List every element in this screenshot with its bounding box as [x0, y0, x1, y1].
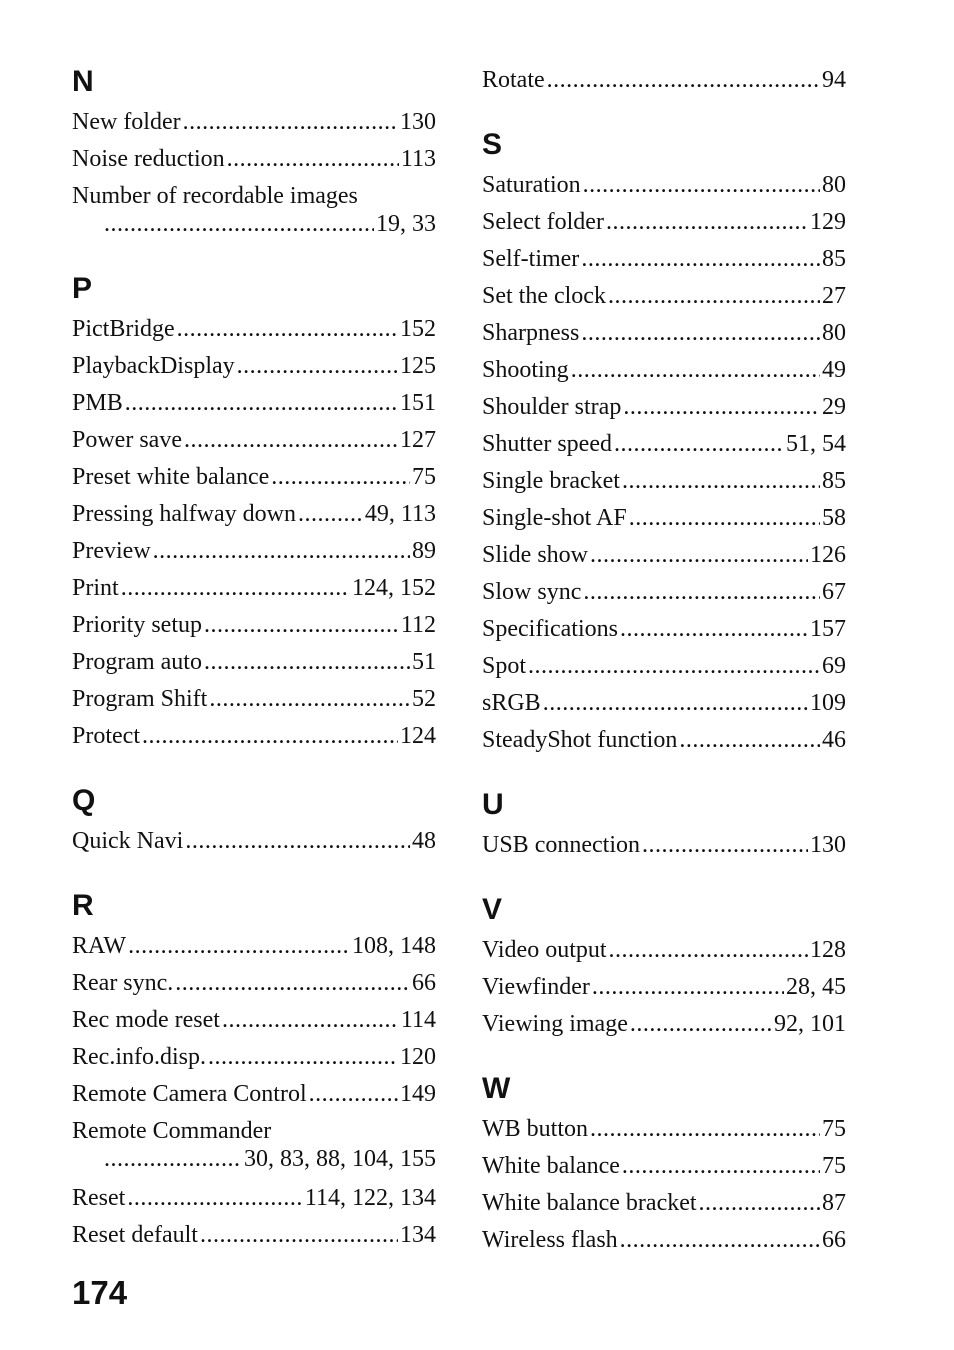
entry-pages: 28, 45 [786, 974, 846, 1000]
leader-dots [121, 570, 350, 607]
index-entry [72, 311, 436, 348]
leader-dots [208, 1039, 398, 1076]
index-entry [72, 1039, 436, 1076]
index-entry-line [72, 348, 436, 385]
index-section [72, 269, 436, 755]
entry-pages: 87 [822, 1190, 846, 1216]
leader-dots [204, 607, 399, 644]
index-entry [482, 574, 846, 611]
index-entry [72, 570, 436, 607]
entry-name: Shooting [482, 357, 569, 383]
entry-pages: 51 [412, 649, 436, 675]
entry-name: Spot [482, 653, 527, 679]
index-entry [72, 533, 436, 570]
index-entry-line [72, 681, 436, 718]
index-entry [482, 1111, 846, 1148]
index-entry [72, 422, 436, 459]
entry-pages: 113 [400, 146, 436, 172]
entry-name: Priority setup [72, 612, 202, 638]
index-entry-line [482, 1185, 846, 1222]
index-entry-line [482, 204, 846, 241]
entry-name: PlaybackDisplay [72, 353, 235, 379]
entry-name: Protect [72, 723, 140, 749]
index-section [482, 62, 846, 99]
index-entry-line [72, 104, 436, 141]
entry-name: Set the clock [482, 283, 606, 309]
entry-name: Program Shift [72, 686, 208, 712]
leader-dots [298, 496, 363, 533]
entry-pages: 134 [400, 1222, 436, 1248]
entry-name: Reset [72, 1185, 126, 1211]
entry-name: Remote Commander [72, 1118, 272, 1144]
leader-dots [183, 104, 398, 141]
leader-dots [153, 533, 410, 570]
entry-pages: 49, 113 [364, 501, 436, 527]
index-entry [72, 607, 436, 644]
entry-name: Reset default [72, 1222, 198, 1248]
leader-dots [543, 685, 808, 722]
index-entry-line [72, 1217, 436, 1254]
index-entry [482, 241, 846, 278]
index-entry [72, 496, 436, 533]
leader-dots [583, 167, 820, 204]
entry-name: Rec mode reset [72, 1007, 220, 1033]
index-entry [72, 178, 436, 243]
leader-dots [128, 928, 350, 965]
leader-dots [125, 385, 398, 422]
index-entry [482, 352, 846, 389]
entry-name: Viewfinder [482, 974, 590, 1000]
entry-pages: 66 [822, 1227, 846, 1253]
entry-name: Self-timer [482, 246, 580, 272]
entry-pages: 94 [822, 67, 846, 93]
index-entry [482, 969, 846, 1006]
leader-dots [204, 644, 410, 681]
entry-pages: 130 [400, 109, 436, 135]
leader-dots [581, 241, 820, 278]
index-entry-line [72, 311, 436, 348]
leader-dots [237, 348, 398, 385]
entry-name: Video output [482, 937, 607, 963]
index-entry [482, 537, 846, 574]
index-entry [482, 278, 846, 315]
leader-dots [608, 278, 820, 315]
entry-name: Print [72, 575, 119, 601]
index-entry-line [72, 570, 436, 607]
index-entry [72, 1180, 436, 1217]
index-entry [72, 823, 436, 860]
leader-dots [590, 1111, 820, 1148]
index-entry-line [482, 1148, 846, 1185]
entry-name: Rec.info.disp. [72, 1044, 206, 1070]
index-entry [482, 1222, 846, 1259]
leader-dots [209, 681, 410, 718]
entry-name: Number of recordable images [72, 183, 358, 209]
entry-pages: 85 [822, 468, 846, 494]
index-entry [72, 1113, 436, 1178]
entry-name: Saturation [482, 172, 581, 198]
index-entry-line [482, 537, 846, 574]
section-letter: V [482, 893, 503, 926]
index-entry-line [482, 500, 846, 537]
index-entry-line [482, 1222, 846, 1259]
entry-pages: 85 [822, 246, 846, 272]
entry-name: New folder [72, 109, 181, 135]
leader-dots [184, 422, 398, 459]
leader-dots [104, 206, 374, 243]
leader-dots [699, 1185, 820, 1222]
entry-pages: 75 [412, 464, 436, 490]
index-entry [482, 1006, 846, 1043]
entry-pages: 152 [400, 316, 436, 342]
index-entry [72, 385, 436, 422]
entry-name: Rotate [482, 67, 545, 93]
entry-pages: 75 [822, 1153, 846, 1179]
index-entry [72, 718, 436, 755]
leader-dots [309, 1076, 398, 1113]
entry-pages: 114 [400, 1007, 436, 1033]
index-entry [72, 965, 436, 1002]
leader-dots [142, 718, 398, 755]
index-entry-line [72, 1039, 436, 1076]
leader-dots [104, 1141, 242, 1178]
leader-dots [571, 352, 820, 389]
index-entry-line [72, 533, 436, 570]
index-entry [482, 315, 846, 352]
index-entry-line [72, 965, 436, 1002]
leader-dots [592, 969, 784, 1006]
index-entry-line [72, 607, 436, 644]
index-entry [482, 167, 846, 204]
leader-dots [127, 1180, 303, 1217]
leader-dots [679, 722, 820, 759]
leader-dots [642, 827, 808, 864]
leader-dots [185, 823, 410, 860]
entry-name: Viewing image [482, 1011, 628, 1037]
index-entry-line [482, 426, 846, 463]
index-entry [482, 500, 846, 537]
entry-pages: 46 [822, 727, 846, 753]
entry-pages: 29 [822, 394, 846, 420]
section-letter: S [482, 128, 503, 161]
index-entry-continuation [72, 206, 436, 243]
leader-dots [227, 141, 399, 178]
index-entry-line [482, 722, 846, 759]
leader-dots [222, 1002, 399, 1039]
index-entry [72, 644, 436, 681]
leader-dots [623, 389, 820, 426]
entry-pages: 114, 122, 134 [304, 1185, 436, 1211]
entry-pages: 30, 83, 88, 104, 155 [244, 1146, 436, 1172]
entry-name: White balance bracket [482, 1190, 697, 1216]
entry-pages: 52 [412, 686, 436, 712]
index-column-left [72, 62, 436, 1280]
index-entry-line [482, 574, 846, 611]
index-entry [482, 611, 846, 648]
section-letter: U [482, 788, 504, 821]
leader-dots [630, 1006, 772, 1043]
index-entry [482, 1148, 846, 1185]
entry-name: Slide show [482, 542, 589, 568]
leader-dots [629, 500, 820, 537]
index-section [482, 125, 846, 759]
entry-name: Specifications [482, 616, 618, 642]
section-letter: W [482, 1072, 511, 1105]
entry-pages: 126 [810, 542, 846, 568]
index-entry-line [482, 648, 846, 685]
index-entry [72, 348, 436, 385]
index-entry-line [482, 827, 846, 864]
entry-pages: 127 [400, 427, 436, 453]
index-entry-line [482, 241, 846, 278]
index-entry-line [482, 167, 846, 204]
index-entry-line [482, 932, 846, 969]
entry-name: Shoulder strap [482, 394, 622, 420]
entry-pages: 128 [810, 937, 846, 963]
entry-pages: 49 [822, 357, 846, 383]
entry-name: SteadyShot function [482, 727, 678, 753]
leader-dots [271, 459, 410, 496]
entry-name: Single-shot AF [482, 505, 627, 531]
leader-dots [583, 574, 820, 611]
entry-pages: 92, 101 [774, 1011, 846, 1037]
index-section [72, 886, 436, 1254]
leader-dots [622, 1148, 820, 1185]
index-entry [482, 932, 846, 969]
entry-name: Sharpness [482, 320, 580, 346]
entry-pages: 89 [412, 538, 436, 564]
section-letter: P [72, 272, 93, 305]
index-column-right [482, 62, 846, 1285]
index-entry-line [72, 644, 436, 681]
entry-name: Single bracket [482, 468, 620, 494]
entry-pages: 75 [822, 1116, 846, 1142]
index-entry-line [72, 718, 436, 755]
index-entry-line [482, 278, 846, 315]
entry-pages: 129 [810, 209, 846, 235]
index-entry-line [482, 352, 846, 389]
entry-name: Preview [72, 538, 151, 564]
leader-dots [175, 965, 410, 1002]
entry-name: RAW [72, 933, 127, 959]
leader-dots [200, 1217, 398, 1254]
entry-name: Remote Camera Control [72, 1081, 307, 1107]
section-letter: Q [72, 784, 96, 817]
entry-pages: 67 [822, 579, 846, 605]
entry-pages: 80 [822, 172, 846, 198]
entry-pages: 66 [412, 970, 436, 996]
entry-name: PMB [72, 390, 123, 416]
index-entry-continuation [72, 1141, 436, 1178]
index-entry [482, 204, 846, 241]
entry-pages: 58 [822, 505, 846, 531]
index-entry-line [72, 422, 436, 459]
index-entry [482, 389, 846, 426]
leader-dots [622, 463, 820, 500]
leader-dots [606, 204, 808, 241]
index-entry-line [482, 315, 846, 352]
index-entry [72, 928, 436, 965]
entry-name: Wireless flash [482, 1227, 618, 1253]
index-entry [482, 1185, 846, 1222]
index-entry [482, 722, 846, 759]
entry-pages: 125 [400, 353, 436, 379]
index-section [482, 785, 846, 864]
index-entry [482, 426, 846, 463]
leader-dots [528, 648, 820, 685]
index-section [72, 781, 436, 860]
index-entry-line [482, 685, 846, 722]
entry-name: Preset white balance [72, 464, 270, 490]
index-entry [72, 681, 436, 718]
entry-pages: 157 [810, 616, 846, 642]
index-entry [72, 459, 436, 496]
entry-pages: 124 [400, 723, 436, 749]
index-entry [72, 141, 436, 178]
leader-dots [620, 611, 808, 648]
leader-dots [620, 1222, 820, 1259]
index-entry-line [482, 611, 846, 648]
index-entry-line [482, 1111, 846, 1148]
index-entry [72, 1002, 436, 1039]
index-section [482, 1069, 846, 1259]
index-entry-line [482, 969, 846, 1006]
entry-name: USB connection [482, 832, 640, 858]
index-entry-line [72, 928, 436, 965]
leader-dots [590, 537, 808, 574]
index-entry [482, 648, 846, 685]
entry-name: Slow sync [482, 579, 582, 605]
entry-name: Noise reduction [72, 146, 225, 172]
entry-pages: 80 [822, 320, 846, 346]
index-entry [72, 1076, 436, 1113]
index-entry-line [72, 1002, 436, 1039]
entry-name: Pressing halfway down [72, 501, 296, 527]
index-section [72, 62, 436, 243]
entry-name: Rear sync. [72, 970, 174, 996]
entry-pages: 109 [810, 690, 846, 716]
leader-dots [614, 426, 784, 463]
index-section [482, 890, 846, 1043]
section-letter: R [72, 889, 94, 922]
index-entry [482, 62, 846, 99]
index-entry-line [72, 823, 436, 860]
entry-pages: 120 [400, 1044, 436, 1070]
index-entry-line [72, 496, 436, 533]
entry-name: sRGB [482, 690, 541, 716]
index-entry [482, 685, 846, 722]
index-entry-line [72, 459, 436, 496]
leader-dots [581, 315, 820, 352]
index-entry-line [72, 385, 436, 422]
leader-dots [609, 932, 808, 969]
index-entry-line [72, 1180, 436, 1217]
index-entry [482, 463, 846, 500]
index-entry-line [72, 141, 436, 178]
entry-pages: 48 [412, 828, 436, 854]
entry-pages: 108, 148 [352, 933, 436, 959]
index-entry [72, 104, 436, 141]
entry-name: Power save [72, 427, 182, 453]
entry-pages: 51, 54 [786, 431, 846, 457]
entry-pages: 130 [810, 832, 846, 858]
entry-pages: 19, 33 [376, 211, 436, 237]
index-entry [482, 827, 846, 864]
entry-name: Select folder [482, 209, 604, 235]
entry-name: WB button [482, 1116, 588, 1142]
entry-pages: 149 [400, 1081, 436, 1107]
index-entry-line [482, 463, 846, 500]
entry-name: PictBridge [72, 316, 175, 342]
entry-name: White balance [482, 1153, 620, 1179]
index-entry-line [482, 389, 846, 426]
entry-name: Shutter speed [482, 431, 612, 457]
entry-pages: 124, 152 [352, 575, 436, 601]
leader-dots [547, 62, 820, 99]
entry-pages: 112 [400, 612, 436, 638]
page-number: 174 [72, 1274, 128, 1311]
entry-pages: 69 [822, 653, 846, 679]
entry-pages: 27 [822, 283, 846, 309]
section-letter: N [72, 65, 94, 98]
entry-name: Quick Navi [72, 828, 184, 854]
index-entry-line [482, 62, 846, 99]
entry-pages: 151 [400, 390, 436, 416]
leader-dots [177, 311, 398, 348]
entry-name: Program auto [72, 649, 202, 675]
index-entry-line [482, 1006, 846, 1043]
index-entry-line [72, 1076, 436, 1113]
index-entry [72, 1217, 436, 1254]
